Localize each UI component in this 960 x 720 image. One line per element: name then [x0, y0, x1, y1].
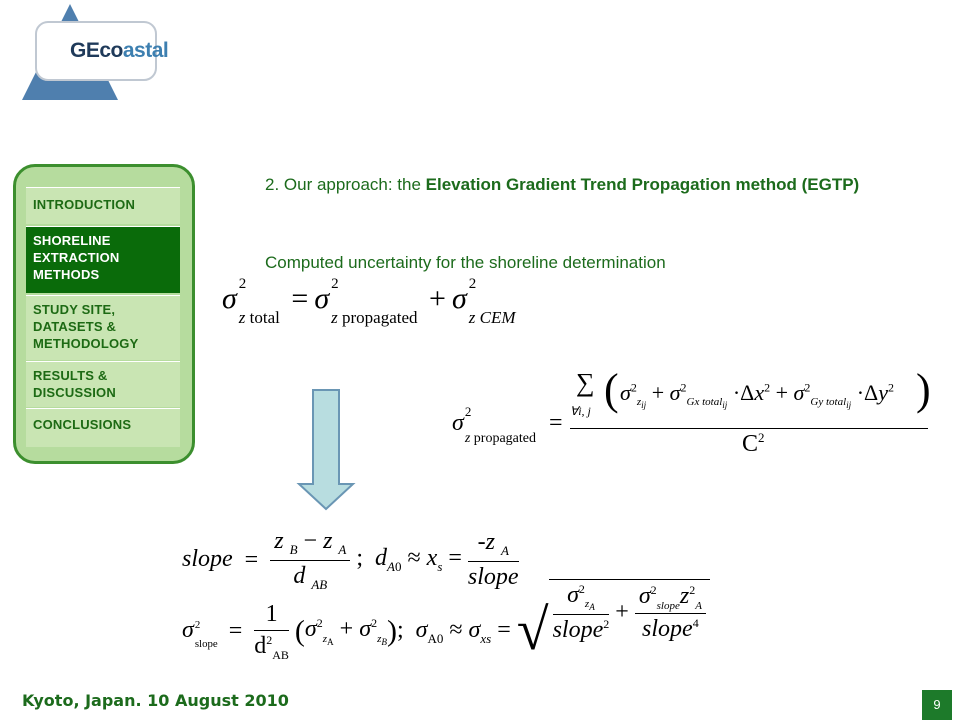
equation-propagated-uncertainty: σ 2 $_{z propagated}$ = ∑ ∀i, j ( $\sigma^2_{z_{ij}} + \sigma^2_{Gx total_{ij}} \cdot\Delta x^2 + \sigma^2_{Gy total_{ij}} \cdot\Delta y^2$ ) $C^2$: [452, 365, 931, 457]
geocoastal-logo: [20, 4, 169, 104]
section-heading: 2. Our approach: the Elevation Gradient Trend Propagation method (EGTP): [265, 175, 860, 194]
sidebar-item-introduction[interactable]: INTRODUCTION: [26, 187, 180, 224]
footer-location-date: Kyoto, Japan. 10 August 2010: [22, 691, 289, 710]
equation-total-uncertainty: σ 2 $_{z total}$ = σ 2 $_{z propagated}$ + σ 2 $_{z CEM}$: [222, 276, 516, 327]
equation-slope: slope = $\frac{z _B - z _A}{d _{AB}}$ ; $d_{A0} \approx x_s$ = $\frac{-z _A}{\text{slope}}$: [182, 528, 519, 592]
equation-slope-variance: σ 2 $_{slope}$ = $\frac{1}{d^2_{AB}}$ $(\sigma^2_{z_A} + \sigma^2_{z_B})$; $\sigma_{A0} \approx \sigma_{xs}$ = √ $\frac{\sigma^2_{z_A}}{slope^2}$ + $\frac{\sigma^2_{slope}z^2_A}{slope^4}$: [182, 598, 710, 665]
sidebar-item-conclusions[interactable]: CONCLUSIONS: [26, 408, 180, 447]
logo-wordmark: GEcoastal: [70, 39, 169, 62]
sidebar-item-study-site[interactable]: STUDY SITE, DATASETS & METHODOLOGY: [26, 295, 180, 360]
page-number: 9: [922, 690, 952, 720]
section-subheading: Computed uncertainty for the shoreline determination: [265, 253, 666, 272]
sidebar-item-shoreline-extraction-methods[interactable]: SHORELINE EXTRACTION METHODS: [26, 226, 180, 293]
down-arrow-icon: [296, 388, 356, 512]
sidebar-item-results-discussion[interactable]: RESULTS & DISCUSSION: [26, 361, 180, 407]
